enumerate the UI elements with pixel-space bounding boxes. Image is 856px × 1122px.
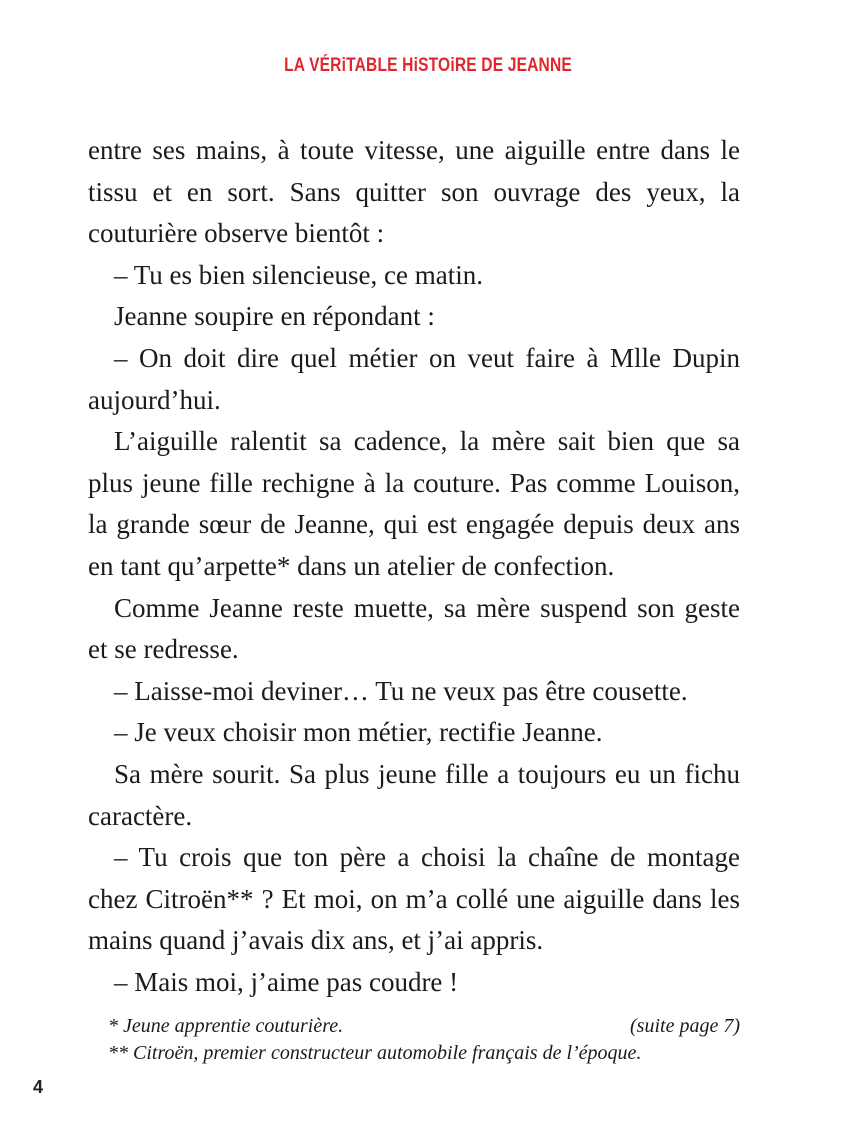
paragraph: Sa mère sourit. Sa plus jeune fille a toujours eu un fichu caractère. — [88, 758, 740, 831]
running-head: LA VÉRiTABLE HiSTOiRE DE JEANNE — [284, 55, 572, 76]
paragraph: entre ses mains, à toute vitesse, une aiguille entre dans le tissu et en sort. Sans quitter son ouvrage des yeux, la couturière observe bientôt : — [88, 135, 740, 249]
paragraph: Jeanne soupire en répondant : — [114, 301, 435, 332]
paragraph: – Tu crois que ton père a choisi la chaîne de montage chez Citroën** ? Et moi, on m’a collé une aiguille dans les mains quand j’avais dix ans, et j’ai appris. — [88, 842, 740, 956]
footnotes — [108, 1013, 740, 1067]
footnote-2: ** Citroën, premier constructeur automobile français de l’époque. — [108, 1042, 642, 1064]
footnote-row — [108, 1040, 740, 1067]
paragraph: – On doit dire quel métier on veut faire à Mlle Dupin aujourd’hui. — [88, 342, 740, 415]
paragraph: – Tu es bien silencieuse, ce matin. — [114, 259, 483, 290]
page-number: 4 — [33, 1077, 44, 1097]
footnote-1: * Jeune apprentie couturière. — [108, 1015, 344, 1037]
continuation-note: (suite page 7) — [630, 1015, 740, 1037]
paragraph: L’aiguille ralentit sa cadence, la mère sait bien que sa plus jeune fille rechigne à la couture. Pas comme Louison, la grande sœur de Jeanne, qui est engagée depuis deux ans en tant qu’arpette* dans un atelier de confection. — [88, 426, 740, 581]
body-text — [88, 130, 740, 1003]
footnote-row — [108, 1013, 740, 1040]
paragraph: – Je veux choisir mon métier, rectifie Jeanne. — [114, 717, 603, 748]
paragraph: – Laisse-moi deviner… Tu ne veux pas être cousette. — [114, 675, 688, 706]
paragraph: – Mais moi, j’aime pas coudre ! — [114, 966, 459, 997]
paragraph: Comme Jeanne reste muette, sa mère suspend son geste et se redresse. — [88, 592, 740, 665]
